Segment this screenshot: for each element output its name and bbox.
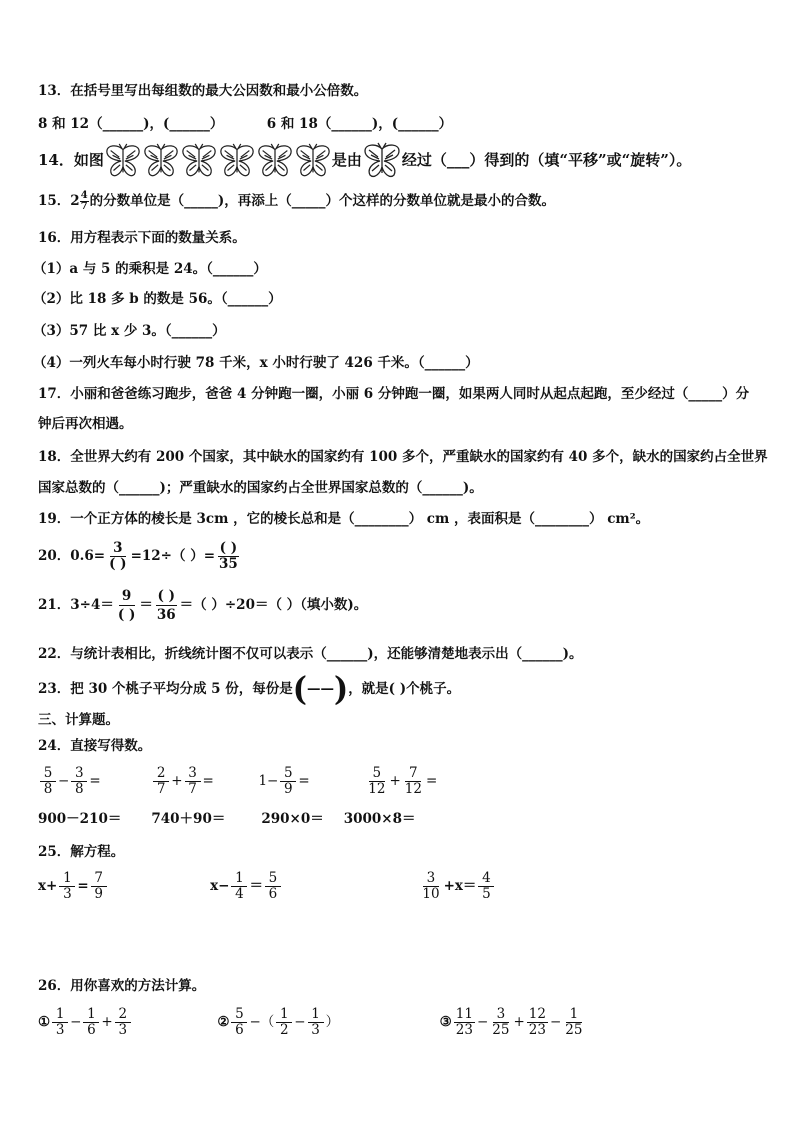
q20-f1num: 3 (110, 541, 126, 557)
butterfly-icon (218, 142, 256, 180)
q14-mid: 是由 (331, 151, 362, 169)
q24-calc-2: 740＋90＝ (151, 811, 226, 827)
q23-blank: —— (306, 681, 334, 697)
butterfly-icon (362, 141, 402, 181)
q17-line1: 17．小丽和爸爸练习跑步，爸爸 4 分钟跑一圈，小丽 6 分钟跑一圈，如果两人同时从起点起跑，至少经过（_____）分 (38, 386, 750, 402)
q23: 23．把 30 个桃子平均分成 5 份，每份是(——)，就是( )个桃子。 (38, 669, 461, 709)
q15-text: 的分数单位是（_____)，再添上（_____）个这样的分数单位就是最小的合数。 (89, 193, 556, 209)
q23-suffix: ，就是( )个桃子。 (348, 681, 461, 697)
q26-row (38, 1003, 586, 1041)
q25-eq-2: x− $\frac{1}{4}$ ＝ $\frac{5}{6}$ (210, 878, 283, 894)
q16-item-2: （2）比 18 多 b 的数是 56。（______） (33, 291, 282, 307)
q24-row1 (38, 762, 437, 800)
q16-item-4: （4）一列火车每小时行驶 78 千米，x 小时行驶了 426 千米。（______） (33, 355, 479, 371)
q21-f2num: ( ) (157, 588, 176, 604)
butterfly-icon (294, 142, 332, 180)
q20-mid: =12÷（ ）= (130, 548, 215, 564)
q16-title: 16．用方程表示下面的数量关系。 (38, 230, 246, 246)
q18-line1: 18．全世界大约有 200 个国家，其中缺水的国家约有 100 多个，严重缺水的国家约有 40 多个，缺水的国家约占全世界 (38, 449, 768, 465)
q25-eq-3: $\frac{3}{10}$ +x＝ $\frac{4}{5}$ (418, 878, 496, 894)
q24-expr-2: $\frac{2}{7}$ + $\frac{3}{7}$ = (151, 773, 214, 789)
q20-f2num: ( ) (219, 540, 238, 556)
q14-suffix: 经过（___）得到的（填“平移”或“旋转”）。 (401, 151, 692, 169)
butterfly-icon (142, 142, 180, 180)
q19: 19．一个正方体的棱长是 3cm ，它的棱长总和是（________） cm ，表面积是（________） cm²。 (38, 511, 650, 527)
q21-suffix: ＝（ ）÷20＝（ ）（填小数)。 (179, 597, 368, 613)
q24-expr-4: $\frac{5}{12}$ + $\frac{7}{12}$ = (368, 765, 438, 797)
q21-fraction-1 (116, 587, 137, 624)
q21-f1den: ( ) (117, 607, 136, 623)
q21-f1num: 9 (119, 587, 135, 606)
q15 (38, 189, 555, 213)
q24-expr-3: 1− $\frac{5}{9}$ = (258, 765, 310, 797)
q25-row (38, 867, 496, 905)
q17-line2: 钟后再次相遇。 (38, 416, 133, 432)
q22: 22．与统计表相比，折线统计图不仅可以表示（______)，还能够清楚地表示出（______)。 (38, 646, 583, 662)
q25-title: 25．解方程。 (38, 844, 125, 860)
section3-title: 三、计算题。 (38, 712, 119, 728)
q26-title: 26．用你喜欢的方法计算。 (38, 978, 206, 994)
q26-expr-3: ③ $\frac{11}{23}$ − $\frac{3}{25}$ + $\frac{12}{23}$ − $\frac{1}{25}$ (439, 1006, 583, 1038)
q24-row2 (38, 810, 416, 828)
q15-fraction (80, 191, 89, 212)
butterfly-icon (256, 142, 294, 180)
q14 (38, 140, 691, 181)
q13-pair-b: 6 和 18（______)，(______） (266, 116, 453, 132)
q21-eq: ＝ (139, 597, 153, 613)
q20-fraction-1 (107, 541, 128, 572)
q15-fden: 7 (80, 201, 88, 212)
q24-expr-1: $\frac{5}{8}$ − $\frac{3}{8}$ = (38, 773, 101, 789)
q21-prefix: 21．3÷4＝ (38, 597, 114, 613)
q16-item-3: （3）57 比 x 少 3。（______） (33, 323, 226, 339)
q20-prefix: 20．0.6= (38, 548, 106, 564)
q15-whole: 2 (70, 193, 80, 209)
q25-eq-1: x+ $\frac{1}{3}$ = $\frac{7}{9}$ (38, 878, 109, 894)
q23-prefix: 23．把 30 个桃子平均分成 5 份，每份是 (38, 681, 293, 697)
q24-calc-1: 900－210＝ (38, 811, 122, 827)
q21-f2den: 36 (156, 607, 176, 623)
q20-fraction-2 (217, 541, 240, 572)
q24-title: 24．直接写得数。 (38, 738, 152, 754)
q20-f1den: ( ) (109, 556, 127, 572)
q15-number: 15． (38, 193, 71, 209)
butterfly-icon (180, 142, 218, 180)
q20-f2den: 35 (219, 556, 238, 572)
q13-pair-a: 8 和 12（______)，(______） (38, 116, 224, 132)
q24-calc-4: 3000×8＝ (343, 811, 416, 827)
q21-fraction-2 (155, 587, 178, 624)
butterfly-icon (104, 142, 142, 180)
q13-line2 (38, 115, 452, 133)
q16-item-1: （1）a 与 5 的乘积是 24。（______） (33, 261, 267, 277)
q24-calc-3: 290×0＝ (261, 811, 324, 827)
q21 (38, 585, 367, 625)
q26-expr-1: ① $\frac{1}{3}$ − $\frac{1}{6}$ + $\frac{2}{3}$ (38, 1014, 133, 1030)
q13-title: 13．在括号里写出每组数的最大公因数和最小公倍数。 (38, 83, 368, 99)
q14-prefix: 14．如图 (38, 151, 104, 169)
q18-line2: 国家总数的（______)；严重缺水的国家约占全世界国家总数的（______)。 (38, 480, 483, 496)
q20 (38, 538, 242, 574)
q26-expr-2: ② $\frac{5}{6}$ −（ $\frac{1}{2}$ − $\frac{1}{3}$ ） (217, 1006, 340, 1038)
butterfly-row (104, 142, 332, 180)
q15-fnum: 4 (80, 190, 88, 201)
